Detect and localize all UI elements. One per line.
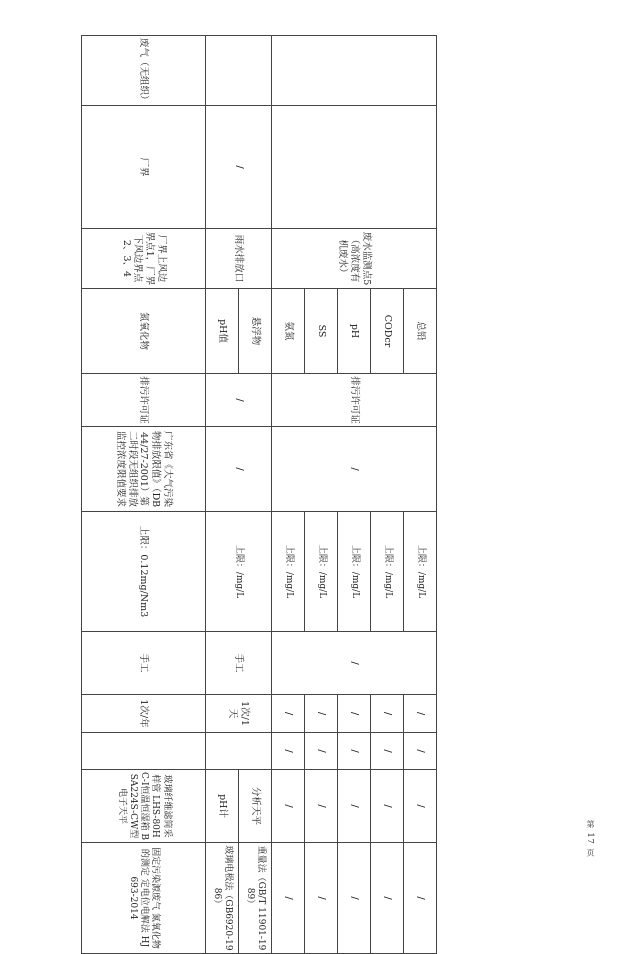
- table-row: [404, 36, 437, 954]
- item-cell: pH: [338, 289, 371, 374]
- freq-cell: 1次/1天: [206, 695, 272, 733]
- method-cell: 固定污染源废气 氮氧化物的测定 定电位电解法 HJ 693-2014: [82, 843, 206, 954]
- extra-cell: /: [371, 733, 404, 770]
- extra-cell: /: [404, 733, 437, 770]
- method-cell: /: [404, 843, 437, 954]
- equip-cell: /: [305, 770, 338, 843]
- freq-cell: /: [272, 695, 305, 733]
- equip-cell: /: [338, 770, 371, 843]
- table-rotator: [82, 35, 437, 951]
- monitoring-table: [81, 35, 437, 954]
- method-cell: 重量法（GB/T 11901-1989）: [239, 843, 272, 954]
- equip-cell: 玻璃纤维滤筒采样管 LHS-80HC-I恒温恒湿箱 BSA224S-CW型电子天平: [82, 770, 206, 843]
- rotated-table-container: [82, 35, 437, 951]
- basis-cell: 排污许可证: [82, 374, 206, 427]
- freq-cell: 1次/年: [82, 695, 206, 733]
- equip-cell: /: [272, 770, 305, 843]
- item-cell: SS: [305, 289, 338, 374]
- equip-cell: /: [404, 770, 437, 843]
- limit-cell: 上限：/mg/L: [371, 512, 404, 632]
- standard-cell: 广东省《大气污染物排放限值》（DB44/27-2001）第二时段无组织排放监控浓度限值要求: [82, 427, 206, 512]
- mode-cell: 手工: [206, 632, 272, 695]
- extra-cell: [206, 733, 272, 770]
- mode-cell: 手工: [82, 632, 206, 695]
- basis-cell: /: [206, 374, 272, 427]
- freq-cell: /: [338, 695, 371, 733]
- method-cell: /: [371, 843, 404, 954]
- location-cell: 厂界: [82, 106, 206, 229]
- table-row: [82, 36, 206, 954]
- method-cell: /: [305, 843, 338, 954]
- location-cell: [272, 106, 437, 229]
- limit-cell: 上限：/mg/L: [305, 512, 338, 632]
- point-cell: 厂界上风边界点1，厂界下风边界点2、3、4: [82, 229, 206, 289]
- limit-cell: 上限：/mg/L: [272, 512, 305, 632]
- location-cell: /: [206, 106, 272, 229]
- item-cell: 总铅: [404, 289, 437, 374]
- limit-cell: 上限：/mg/L: [404, 512, 437, 632]
- item-cell: 悬浮物: [239, 289, 272, 374]
- freq-cell: /: [305, 695, 338, 733]
- item-cell: pH值: [206, 289, 239, 374]
- method-cell: 玻璃电极法（GB6920-1986）: [206, 843, 239, 954]
- extra-cell: /: [305, 733, 338, 770]
- category-cell: [272, 36, 437, 106]
- equip-cell: 分析天平: [239, 770, 272, 843]
- basis-cell: 排污许可证: [272, 374, 437, 427]
- category-cell: [206, 36, 272, 106]
- item-cell: 氨氮: [272, 289, 305, 374]
- point-cell: 雨水排放口: [206, 229, 272, 289]
- standard-cell: /: [206, 427, 272, 512]
- mode-cell: /: [272, 632, 437, 695]
- page-number: 第 17 页: [586, 820, 595, 858]
- standard-cell: /: [272, 427, 437, 512]
- freq-cell: /: [371, 695, 404, 733]
- item-cell: CODcr: [371, 289, 404, 374]
- method-cell: /: [338, 843, 371, 954]
- limit-cell: 上限：/mg/L: [338, 512, 371, 632]
- method-cell: /: [272, 843, 305, 954]
- category-cell: 废气（无组织）: [82, 36, 206, 106]
- equip-cell: /: [371, 770, 404, 843]
- limit-cell: 上限：0.12mg/Nm3: [82, 512, 206, 632]
- table-row: [239, 36, 272, 954]
- equip-cell: pH计: [206, 770, 239, 843]
- limit-cell: 上限：/mg/L: [206, 512, 272, 632]
- point-cell: 废水监测点5（高浓度有机废水）: [272, 229, 437, 289]
- extra-cell: /: [338, 733, 371, 770]
- extra-cell: [82, 733, 206, 770]
- extra-cell: /: [272, 733, 305, 770]
- freq-cell: /: [404, 695, 437, 733]
- item-cell: 氮氧化物: [82, 289, 206, 374]
